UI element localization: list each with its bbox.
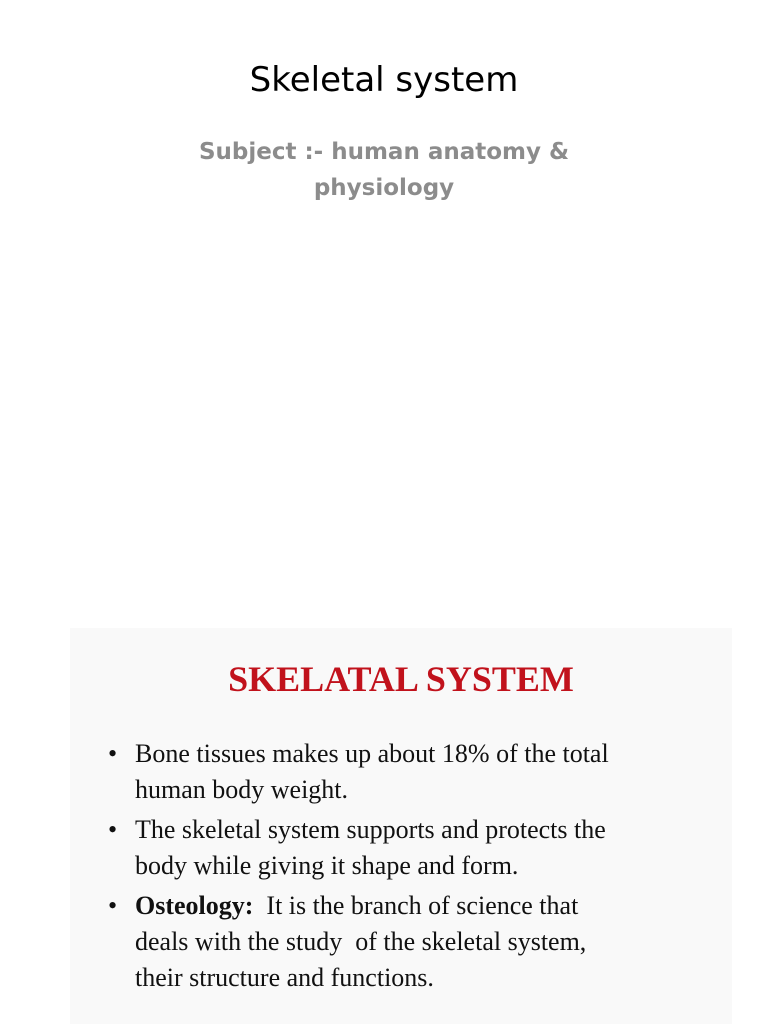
subtitle-line-1: Subject :- human anatomy & — [198, 139, 570, 165]
slide-title: Skeletal system — [249, 60, 519, 100]
bullet-text-line: their structure and functions. — [135, 963, 434, 992]
bullet-item — [100, 888, 720, 996]
bullet-text-line: The skeletal system supports and protects the — [135, 815, 606, 844]
bullet-icon: • — [108, 815, 118, 844]
bullet-term: Osteology: — [135, 891, 254, 920]
bullet-text-line: human body weight. — [135, 775, 349, 804]
subtitle-line-2: physiology — [313, 175, 455, 201]
bullet-text-line: Bone tissues makes up about 18% of the total — [135, 739, 609, 768]
content-slide-title: SKELATAL SYSTEM — [228, 659, 574, 699]
bullet-text-line: deals with the study of the skeletal system, — [135, 927, 587, 956]
slide-subtitle — [184, 134, 584, 206]
bullet-text-line: body while giving it shape and form. — [135, 851, 519, 880]
bullet-item — [100, 812, 720, 884]
bullet-text-line: It is the branch of science that — [253, 891, 579, 920]
bullet-icon: • — [108, 891, 118, 920]
bullet-list — [100, 736, 720, 1000]
content-slide — [70, 628, 732, 1024]
bullet-item — [100, 736, 720, 808]
bullet-icon: • — [108, 739, 118, 768]
